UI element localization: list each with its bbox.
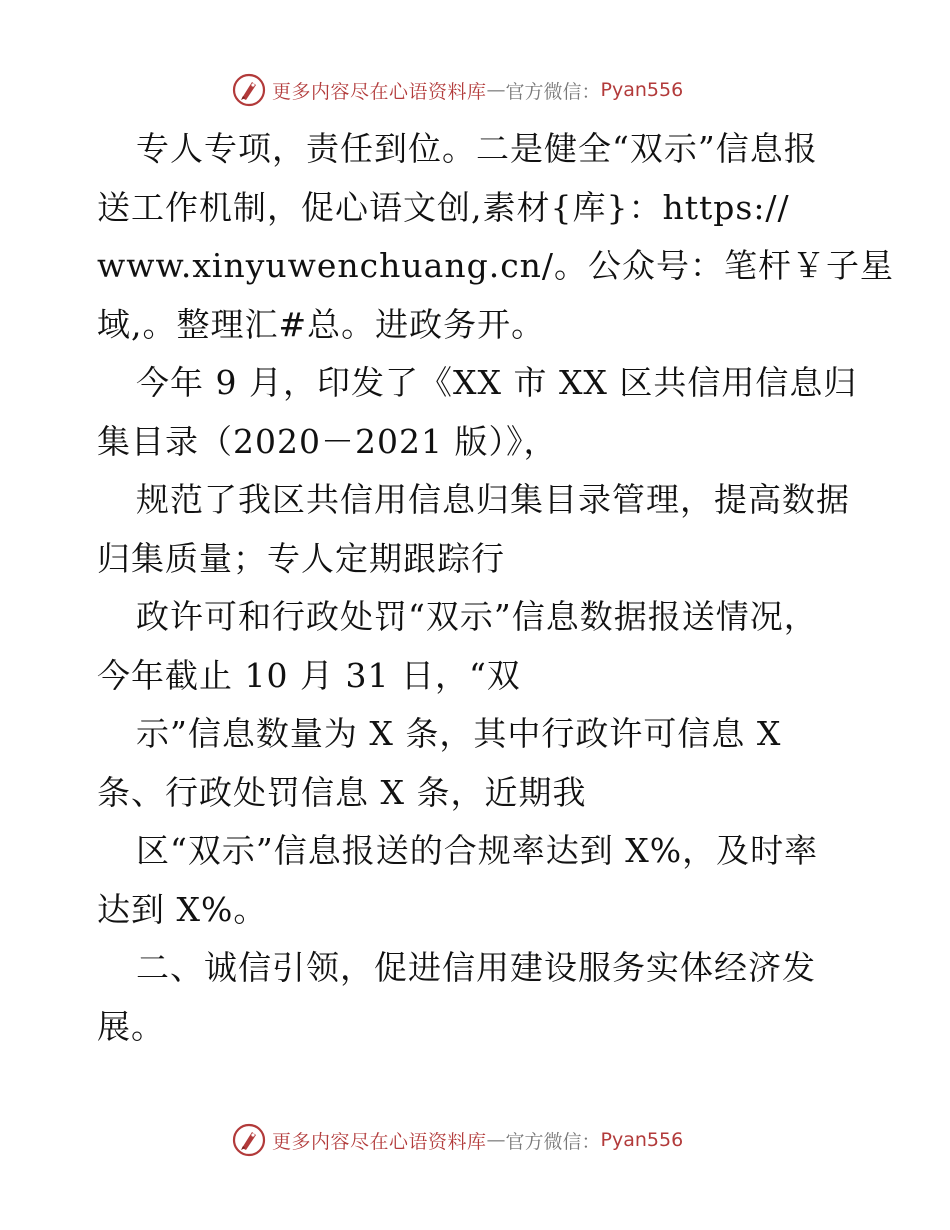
header-official-label: 官方微信：: [505, 80, 601, 103]
body-line: 今年 9 月，印发了《XX 市 XX 区共信用信息归: [136, 363, 858, 402]
body-line: 今年截止 10 月 31 日，“双: [97, 655, 521, 695]
header-banner: [232, 70, 752, 110]
body-line: 二、诚信引领，促进信用建设服务实体经济发: [136, 948, 816, 987]
body-line: 展。: [97, 1006, 165, 1046]
header-separator: —: [486, 79, 506, 101]
footer-banner: [232, 1120, 752, 1160]
body-line: 专人专项，责任到位。二是健全“双示”信息报: [136, 129, 818, 168]
body-line: 归集质量；专人定期跟踪行: [97, 538, 505, 578]
body-line: 集目录（2020－2021 版）》，: [97, 421, 558, 461]
footer-wechat-id: Pyan556: [600, 1129, 684, 1151]
body-line: 政许可和行政处罚“双示”信息数据报送情况，: [136, 597, 818, 636]
header-wechat-id: Pyan556: [600, 79, 684, 101]
body-line: 域,。整理汇#总。进政务开。: [97, 304, 546, 344]
footer-brand: 更多内容尽在心语资料库: [272, 1130, 487, 1153]
body-line: www.xinyuwenchuang.cn/。公众号：笔杆￥子星: [97, 246, 895, 285]
body-line: 送工作机制，促心语文创,素材{库}：https://: [97, 187, 790, 227]
footer-official-label: 官方微信：: [505, 1130, 601, 1153]
body-line: 条、行政处罚信息 X 条，近期我: [97, 772, 587, 812]
footer-separator: —: [486, 1129, 506, 1151]
pen-nib-logo-icon: [232, 1123, 266, 1157]
document-body: [97, 120, 895, 1056]
body-line: 规范了我区共信用信息归集目录管理，提高数据: [136, 480, 850, 519]
body-line: 示”信息数量为 X 条，其中行政许可信息 X: [136, 714, 782, 753]
body-line: 区“双示”信息报送的合规率达到 X%，及时率: [136, 831, 819, 870]
body-line: 达到 X%。: [97, 889, 268, 929]
pen-nib-logo-icon: [232, 73, 266, 107]
header-brand: 更多内容尽在心语资料库: [272, 80, 487, 103]
